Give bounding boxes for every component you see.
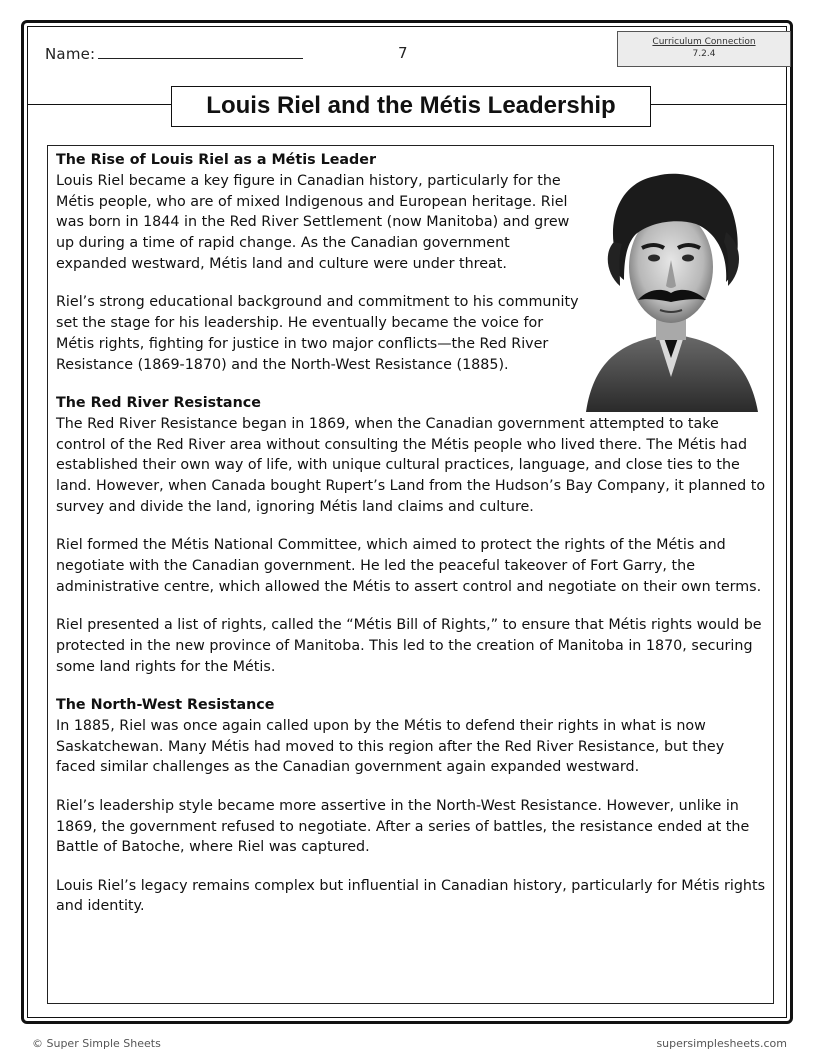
paragraph: Riel formed the Métis National Committee, which aimed to protect the rights of the Métis and negotiate with the Canadian government. He led the peaceful takeover of Fort Garry, the administrative centre, which allowed the Métis to assert control and negotiate on their own terms.: [56, 537, 762, 595]
name-blank-line[interactable]: [98, 44, 303, 59]
page-title: Louis Riel and the Métis Leadership: [206, 92, 616, 119]
paragraph: The Red River Resistance began in 1869, when the Canadian government attempted to take control of the Red River area without consulting the Métis people who lived there. The Métis had established their own way of life, with unique cultural practices, language, and close ties to the land. However, when Canada bought Rupert’s Land from the Hudson’s Bay Company, it planned to survey and divide the land, ignoring Métis land claims and culture.: [56, 415, 766, 515]
paragraph: Riel’s leadership style became more assertive in the North-West Resistance. However, unlike in 1869, the government refused to negotiate. After a series of battles, the resistance ended at the Battle of Batoche, where Riel was captured.: [56, 797, 750, 856]
article-body: [56, 150, 766, 935]
footer-copyright: © Super Simple Sheets: [32, 1037, 161, 1050]
section-heading-north-west: The North-West Resistance: [56, 697, 275, 714]
page-number: 7: [398, 44, 408, 62]
curriculum-title: Curriculum Connection: [652, 37, 756, 47]
paragraph: Riel’s strong educational background and commitment to his community set the stage for his leadership. He eventually became the voice for Métis rights, fighting for justice in two major conflicts—the Red River Resistance (1869-1870) and the North-West Resistance (1885).: [56, 294, 579, 373]
name-field: [45, 44, 303, 63]
section-heading-red-river: The Red River Resistance: [56, 394, 261, 411]
paragraph: Riel presented a list of rights, called the “Métis Bill of Rights,” to ensure that Métis rights would be protected in the new province of Manitoba. This led to the creation of Manitoba in 1870, securing some land rights for the Métis.: [56, 617, 762, 675]
paragraph: In 1885, Riel was once again called upon by the Métis to defend their rights in what is now Saskatchewan. Many Métis had moved to this region after the Red River Resistance, but they faced similar challenges as the Canadian government again expanded westward.: [56, 717, 725, 776]
curriculum-code: 7.2.4: [692, 49, 716, 59]
section-heading-rise: The Rise of Louis Riel as a Métis Leader: [56, 152, 377, 168]
curriculum-connection-box: [617, 31, 791, 67]
title-box: [171, 86, 651, 127]
paragraph: Louis Riel’s legacy remains complex but influential in Canadian history, particularly for Métis rights and identity.: [56, 877, 766, 915]
footer-website: supersimplesheets.com: [656, 1037, 787, 1050]
paragraph: Louis Riel became a key figure in Canadian history, particularly for the Métis people, who are of mixed Indigenous and European heritage. Riel was born in 1844 in the Red River Settlement (now Manitoba) and grew up during a time of rapid change. As the Canadian government expanded westward, Métis land and culture were under threat.: [56, 172, 570, 272]
name-label: Name:: [45, 45, 96, 63]
